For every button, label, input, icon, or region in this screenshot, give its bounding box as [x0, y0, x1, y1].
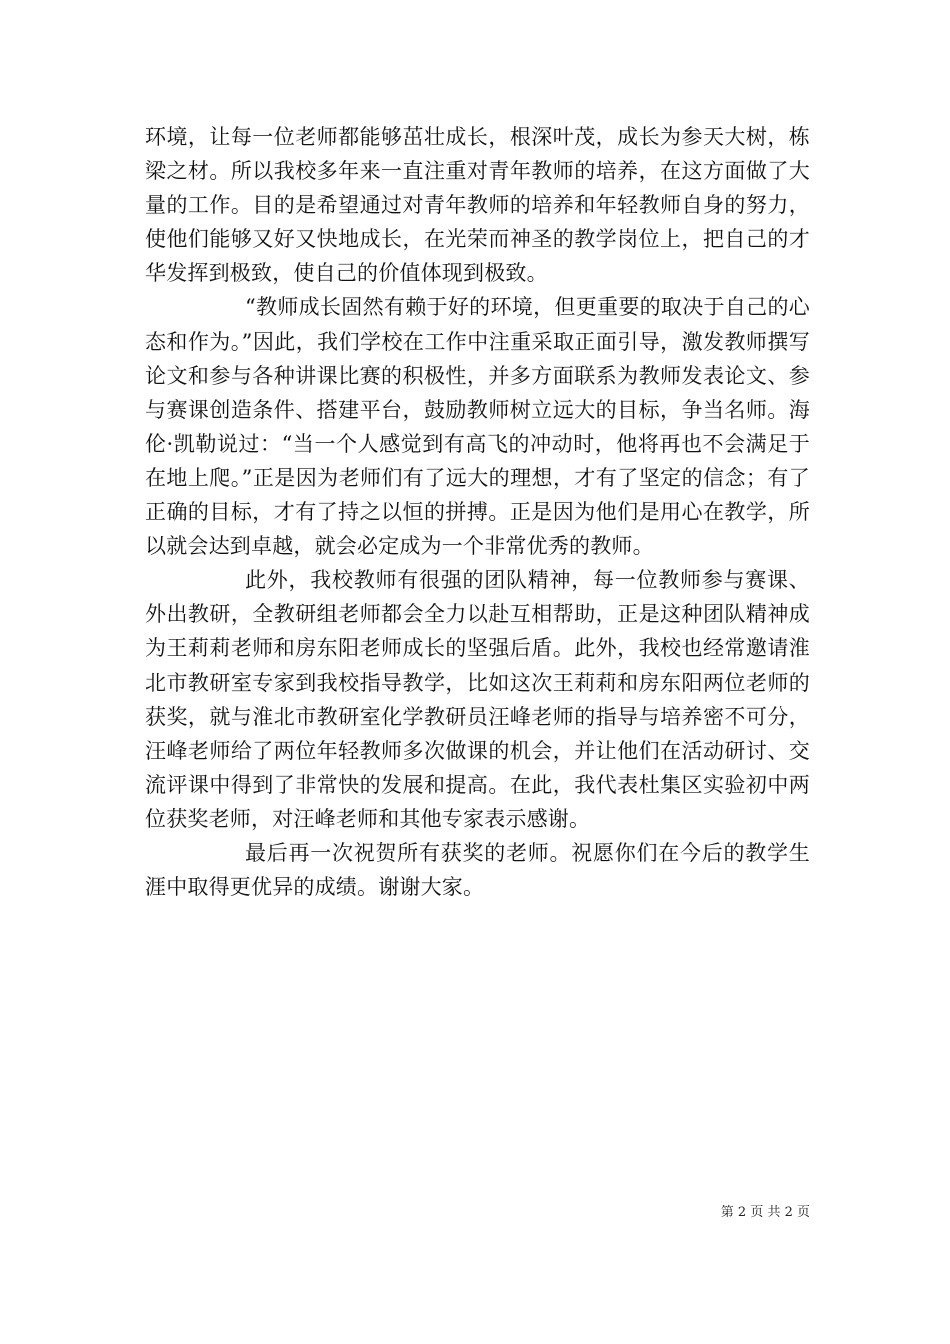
page-number: 第 2 页 共 2 页 [720, 1205, 810, 1220]
document-body [145, 120, 810, 904]
paragraph-continuation: 环境，让每一位老师都能够茁壮成长，根深叶茂，成长为参天大树，栋梁之材。所以我校多年来一直注重对青年教师的培养，在这方面做了大量的工作。目的是希望通过对青年教师的培养和年轻教师自身的努力，使他们能够又好又快地成长，在光荣而神圣的教学岗位上，把自己的才华发挥到极致，使自己的价值体现到极致。 [145, 125, 810, 286]
paragraph-closing: 最后再一次祝贺所有获奖的老师。祝愿你们在今后的教学生涯中取得更优异的成绩。谢谢大家。 [145, 840, 810, 900]
paragraph-team-spirit: 此外，我校教师有很强的团队精神，每一位教师参与赛课、外出教研，全教研组老师都会全力以赴互相帮助，正是这种团队精神成为王莉莉老师和房东阳老师成长的坚强后盾。此外，我校也经常邀请淮北市教研室专家到我校指导教学，比如这次王莉莉和房东阳两位老师的获奖，就与淮北市教研室化学教研员汪峰老师的指导与培养密不可分，汪峰老师给了两位年轻教师多次做课的机会，并让他们在活动研讨、交流评课中得到了非常快的发展和提高。在此，我代表杜集区实验初中两位获奖老师，对汪峰老师和其他专家表示感谢。 [145, 568, 810, 831]
paragraph-teacher-growth: “教师成长固然有赖于好的环境，但更重要的取决于自己的心态和作为。”因此，我们学校在工作中注重采取正面引导，激发教师撰写论文和参与各种讲课比赛的积极性，并多方面联系为教师发表论文、参与赛课创造条件、搭建平台，鼓励教师树立远大的目标，争当名师。海伦·凯勒说过：“当一个人感觉到有高飞的冲动时，他将再也不会满足于在地上爬。”正是因为老师们有了远大的理想，才有了坚定的信念；有了正确的目标，才有了持之以恒的拼搏。正是因为他们是用心在教学，所以就会达到卓越，就会必定成为一个非常优秀的教师。 [145, 295, 810, 559]
